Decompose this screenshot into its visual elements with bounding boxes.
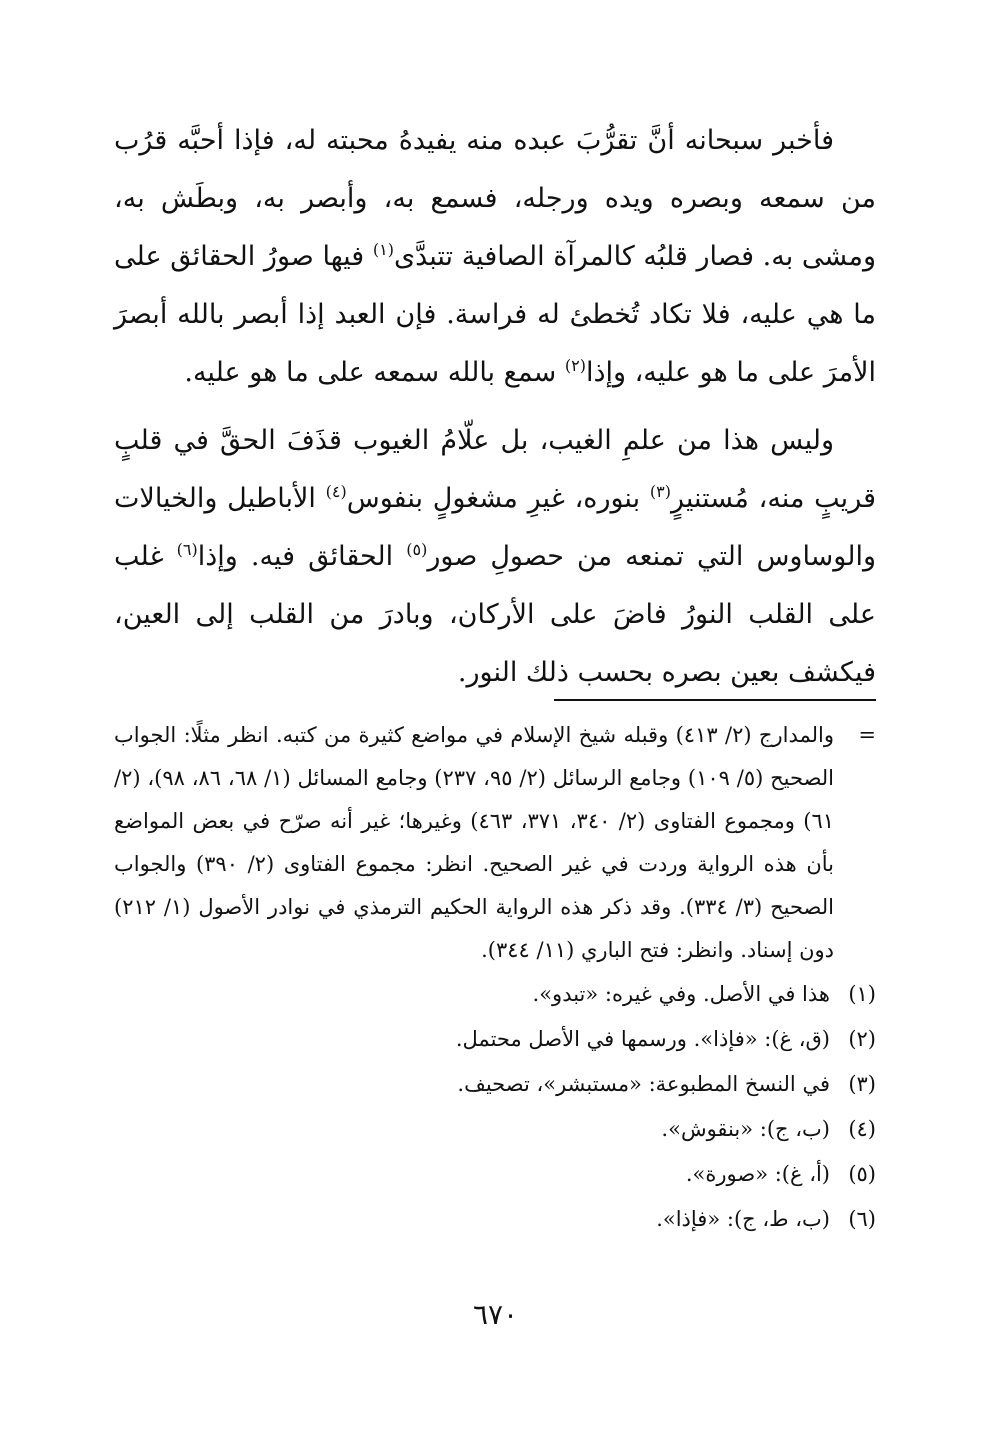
page-number: ٦٧٠ [472,1298,519,1331]
paragraph-text: الأباطيل والخيالات والوساوس التي تمنعه من حصولِ صور [114,483,877,572]
footnote-list [114,972,876,1242]
main-text [114,112,876,712]
paragraph-text: الحقائق فيه. وإذا [197,541,407,572]
footnote-number: (٢) [848,1027,876,1051]
footnote-item [114,1017,876,1062]
footnote-reference: (١) [372,240,394,259]
footnote-separator [554,699,876,701]
continued-footnote-text: والمدارج (٢/ ٤١٣) وقبله شيخ الإسلام في مواضع كثيرة من كتبه. انظر مثلًا: الجواب الصحيح (٥/ ١٠٩) وجامع الرسائل (٢/ ٩٥، ٢٣٧) وجامع المسائل (١/ ٦٨، ٨٦، ٩٨)، (٢/ ٦١) ومجموع الفتاوى (٢/ ٣٤٠، ٣٧١، ٤٦٣) وغيرها؛ غير أنه صرّح في بعض المواضع بأن هذه الرواية وردت في غير الصحيح. انظر: مجموع الفتاوى (٢/ ٣٩٠) والجواب الصحيح (٣/ ٣٣٤). وقد ذكر هذه الرواية الحكيم الترمذي في نوادر الأصول (١/ ٢١٢) دون إسناد. وانظر: فتح الباري (١١/ ٣٤٤). [114,723,835,962]
footnote-item [114,1107,876,1152]
footnote-number: (٥) [848,1162,876,1186]
footnote-reference: (٣) [649,482,671,501]
footnote-text: (ب، ط، ج): «فإذا». [656,1207,830,1231]
continued-footnote [114,714,876,972]
footnote-number: (٦) [848,1207,876,1231]
body-paragraph [114,112,876,402]
footnote-reference: (٦) [176,540,198,559]
footnote-text: (ق، غ): «فإذا». ورسمها في الأصل محتمل. [455,1027,830,1051]
footnote-item [114,1197,876,1242]
footnote-reference: (٢) [564,356,586,375]
paragraph-text: بنوره، غيرِ مشغولٍ بنفوس [346,483,650,514]
paragraph-text: سمع بالله سمعه على ما هو عليه. [184,357,565,388]
footnotes [114,714,876,1242]
footnote-text: (أ، غ): «صورة». [685,1162,830,1186]
paragraph-text: فيها صورُ الحقائق على ما هي عليه، فلا تكاد تُخطئ له فراسة. فإن العبد إذا أبصر بالله أبصرَ الأمرَ على ما هو عليه، وإذا [114,241,876,388]
continuation-mark: = [858,723,876,747]
footnote-reference: (٥) [406,540,428,559]
footnote-text: (ب، ج): «بنقوش». [661,1117,830,1141]
footnote-text: هذا في الأصل. وفي غيره: «تبدو». [532,982,830,1006]
paragraph-text: غلب على القلب النورُ فاضَ على الأركان، وبادرَ من القلب إلى العين، فيكشف بعين بصره بحسب ذلك النور. [114,541,876,688]
footnote-item [114,1062,876,1107]
paragraph-text: فأخبر سبحانه أنَّ تقرُّبَ عبده منه يفيدهُ محبته له، فإذا أحبَّه قرُب من سمعه وبصره ويده ورجله، فسمع به، وأبصر به، وبطَش به، ومشى به. فصار قلبُه كالمرآة الصافية تتبدَّى [114,125,876,272]
footnote-number: (١) [848,982,876,1006]
footnote-number: (٤) [848,1117,876,1141]
body-paragraph [114,412,876,702]
footnote-item [114,972,876,1017]
footnote-text: في النسخ المطبوعة: «مستبشر»، تصحيف. [457,1072,830,1096]
footnote-item [114,1152,876,1197]
footnote-reference: (٤) [325,482,347,501]
paragraph-text: وليس هذا من علمِ الغيب، بل علّامُ الغيوب قذَفَ الحقَّ في قلبٍ قريبٍ منه، مُستنيرٍ [114,425,877,514]
footnote-number: (٣) [848,1072,876,1096]
